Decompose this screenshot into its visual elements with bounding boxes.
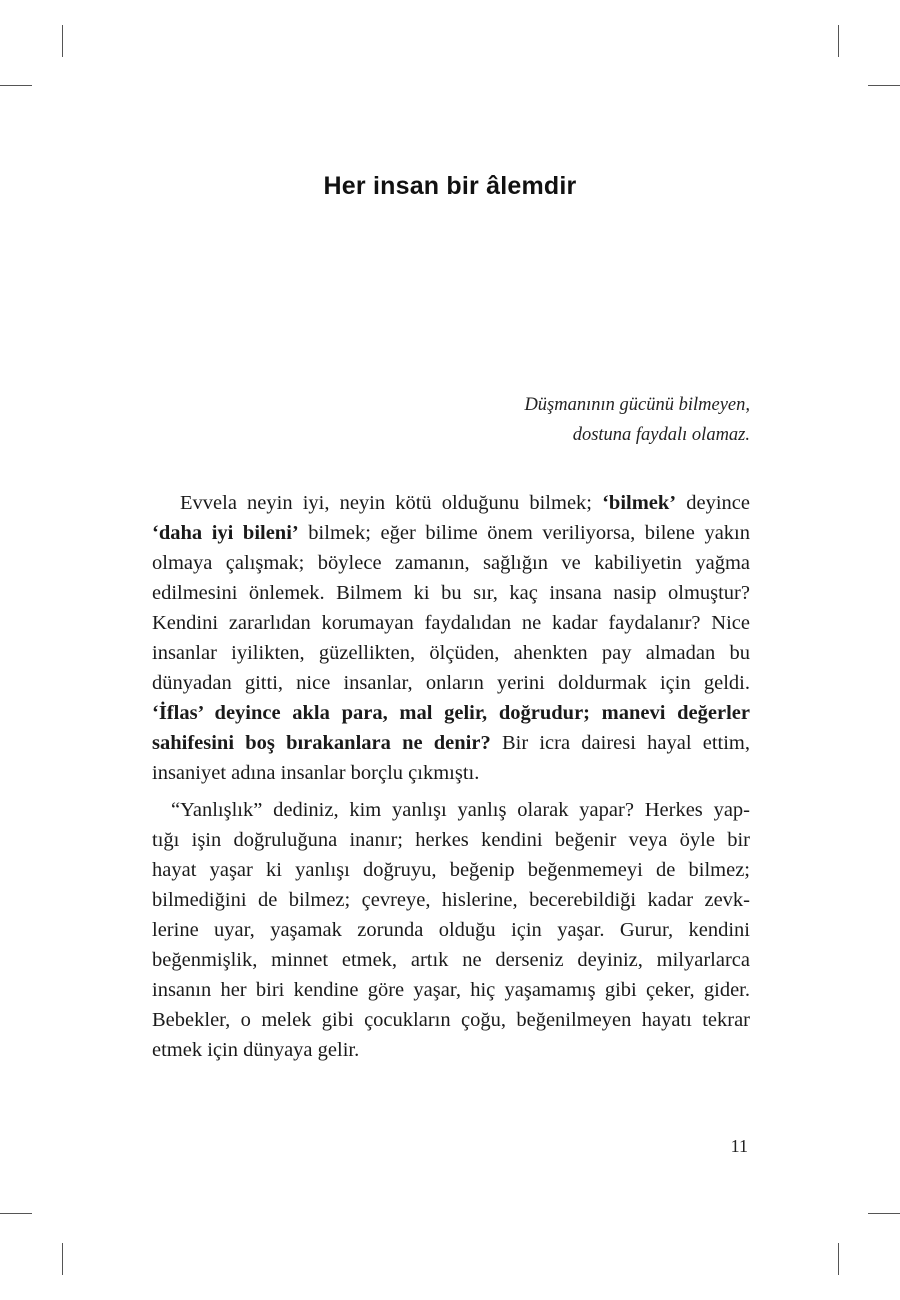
- bold-text: ‘İflas’ deyince akla para, mal gelir, doğrudur; manevi değerler: [152, 702, 750, 724]
- text-line: [152, 518, 750, 548]
- crop-mark: [838, 1243, 839, 1275]
- text-line: [152, 728, 750, 758]
- text-line: [152, 638, 750, 668]
- text-run: lerine uyar, yaşamak zorunda olduğu için yaşar. Gurur, kendini: [152, 919, 750, 941]
- text-run: insanın her biri kendine göre yaşar, hiç yaşamamış gibi çeker, gider.: [152, 979, 750, 1001]
- text-line: [152, 548, 750, 578]
- text-run: Evvela neyin iyi, neyin kötü olduğunu bilmek;: [180, 492, 603, 514]
- chapter-title: Her insan bir âlemdir: [323, 172, 577, 200]
- epigraph: [524, 390, 750, 450]
- paragraph: [152, 795, 750, 1065]
- text-line: [152, 885, 750, 915]
- bold-text: ‘bilmek’: [602, 492, 677, 514]
- bold-text: sahifesini boş bırakanlara ne denir?: [152, 732, 491, 754]
- text-line: [152, 1005, 750, 1035]
- crop-mark: [62, 1243, 63, 1275]
- text-run: bilmek; eğer bilime önem veriliyorsa, bilene yakın: [298, 522, 750, 544]
- text-line: [152, 945, 750, 975]
- page-number: 11: [730, 1136, 748, 1156]
- crop-mark: [868, 1213, 900, 1214]
- crop-mark: [838, 25, 839, 57]
- bold-text: ‘daha iyi bileni’: [152, 522, 299, 544]
- text-line: [152, 825, 750, 855]
- text-line: [152, 488, 750, 518]
- text-run: Bir icra dairesi hayal ettim,: [490, 732, 750, 754]
- body-text: [152, 488, 750, 1072]
- text-line: [152, 608, 750, 638]
- text-line: [152, 668, 750, 698]
- text-run: deyince: [676, 492, 750, 514]
- text-run: edilmesini önlemek. Bilmem ki bu sır, kaç insana nasip olmuştur?: [152, 582, 750, 604]
- text-line: [152, 578, 750, 608]
- epigraph-line: Düşmanının gücünü bilmeyen,: [524, 395, 750, 415]
- text-run: insanlar iyilikten, güzellikten, ölçüden, ahenkten pay almadan bu: [152, 642, 750, 664]
- crop-mark: [0, 1213, 32, 1214]
- text-run: “Yanlışlık” dediniz, kim yanlışı yanlış olarak yapar? Herkes yap-: [171, 799, 750, 821]
- text-run: beğenmişlik, minnet etmek, artık ne derseniz deyiniz, milyarlarca: [152, 949, 750, 971]
- text-line: [152, 795, 750, 825]
- paragraph: [152, 488, 750, 788]
- text-line: [152, 915, 750, 945]
- crop-mark: [868, 85, 900, 86]
- text-run: Kendini zararlıdan korumayan faydalıdan ne kadar faydalanır? Nice: [152, 612, 750, 634]
- epigraph-line: dostuna faydalı olamaz.: [572, 425, 750, 445]
- text-run: tığı işin doğruluğuna inanır; herkes kendini beğenir veya öyle bir: [152, 829, 750, 851]
- text-run: dünyadan gitti, nice insanlar, onların yerini doldurmak için geldi.: [152, 672, 750, 694]
- text-line: [152, 758, 750, 788]
- crop-mark: [0, 85, 32, 86]
- text-run: olmaya çalışmak; böylece zamanın, sağlığın ve kabiliyetin yağma: [152, 552, 750, 574]
- text-run: Bebekler, o melek gibi çocukların çoğu, beğenilmeyen hayatı tekrar: [152, 1009, 750, 1031]
- text-run: hayat yaşar ki yanlışı doğruyu, beğenip beğenmemeyi de bilmez;: [152, 859, 750, 881]
- text-run: insaniyet adına insanlar borçlu çıkmıştı.: [152, 762, 480, 784]
- text-line: [152, 1035, 750, 1065]
- text-line: [152, 855, 750, 885]
- crop-mark: [62, 25, 63, 57]
- text-run: bilmediğini de bilmez; çevreye, hislerine, becerebildiği kadar zevk-: [152, 889, 750, 911]
- text-line: [152, 975, 750, 1005]
- text-line: [152, 698, 750, 728]
- text-run: etmek için dünyaya gelir.: [152, 1039, 360, 1061]
